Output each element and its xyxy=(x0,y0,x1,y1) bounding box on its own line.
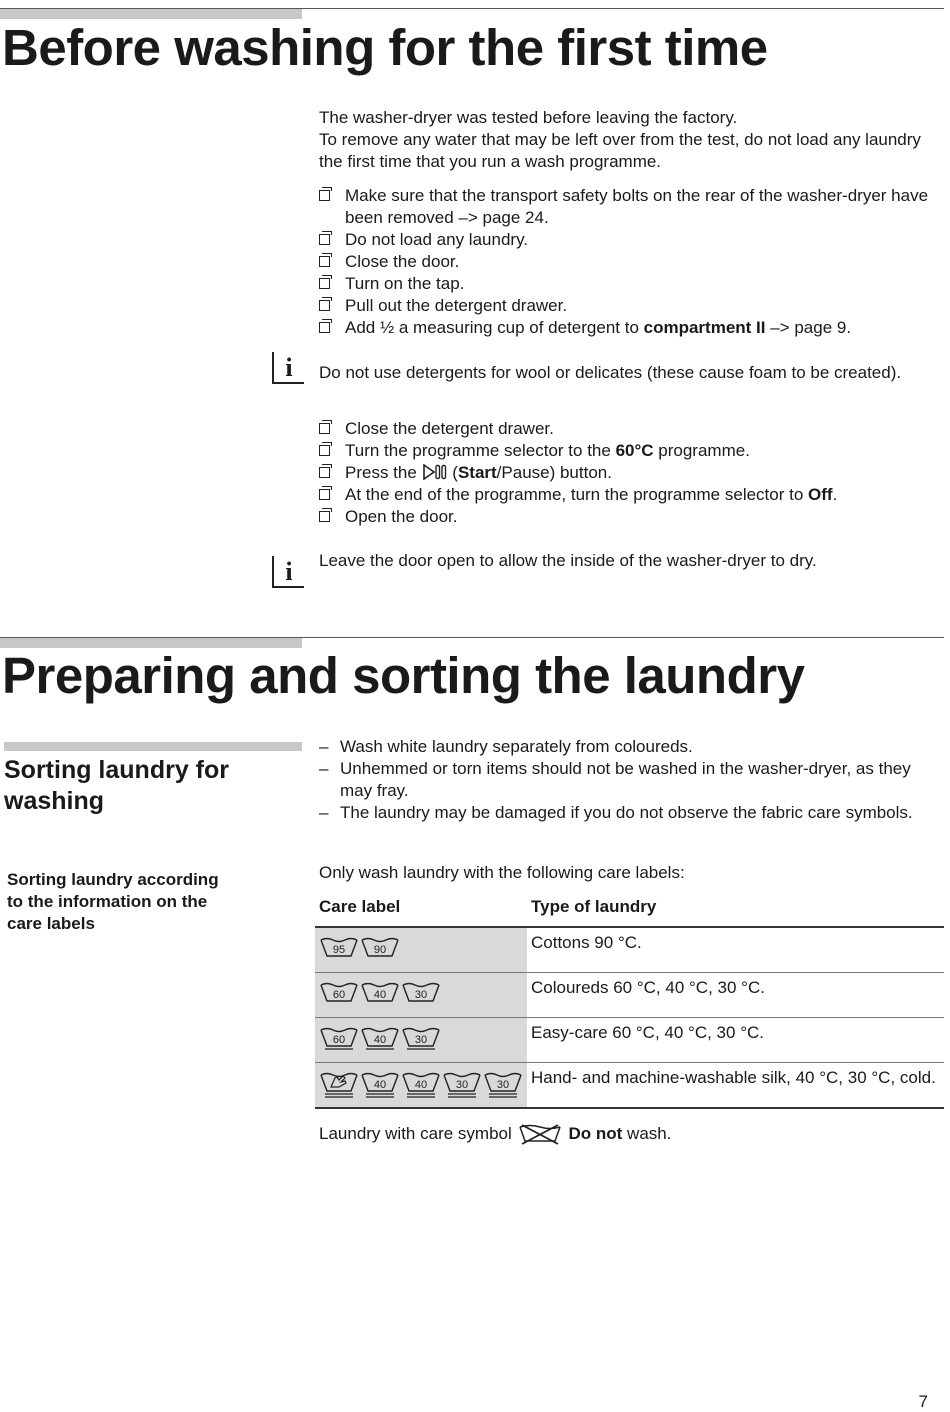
temperature-label: 60 xyxy=(332,1034,346,1046)
list-item: – Wash white laundry separately from coloureds. xyxy=(319,736,939,758)
table-header-row xyxy=(315,892,944,927)
temperature-label: 30 xyxy=(455,1079,469,1091)
page-title: Before washing for the first time xyxy=(2,19,768,76)
side-gray-bar xyxy=(4,742,302,751)
intro-line-2: To remove any water that may be left over from the test, do not load any laundry the first time that you run a wash programme. xyxy=(319,130,921,171)
laundry-type-cell: Hand- and machine-washable silk, 40 °C, 30 °C, cold. xyxy=(527,1063,944,1109)
list-item: At the end of the programme, turn the programme selector to Off. xyxy=(319,484,939,506)
wash-tub-icon xyxy=(442,1069,482,1099)
temperature-label: 30 xyxy=(496,1079,510,1091)
info-icon: i xyxy=(272,352,304,384)
list-item: Close the door. xyxy=(319,251,939,273)
table-row xyxy=(315,1018,944,1063)
temperature-label: 40 xyxy=(373,1079,387,1091)
info-note-1: Do not use detergents for wool or delicates (these cause foam to be created). xyxy=(319,363,902,382)
wash-tub-icon xyxy=(319,979,359,1009)
side-subheading: Sorting laundry according to the information on the care labels xyxy=(7,870,219,933)
temperature-label: 30 xyxy=(414,1034,428,1046)
table-row xyxy=(315,927,944,973)
checkbox-icon xyxy=(319,256,330,267)
care-symbols-cell xyxy=(315,973,527,1018)
list-item: Turn the programme selector to the 60°C programme. xyxy=(319,440,939,462)
wash-tub-icon xyxy=(483,1069,523,1099)
checkbox-icon xyxy=(319,322,330,333)
care-label-table xyxy=(315,892,944,1109)
list-item: – The laundry may be damaged if you do not observe the fabric care symbols. xyxy=(319,802,939,824)
list-item: Add ½ a measuring cup of detergent to compartment II –> page 9. xyxy=(319,317,939,339)
wash-tub-icon xyxy=(401,1024,441,1054)
wash-tub-icon xyxy=(401,979,441,1009)
steps-list-1 xyxy=(319,185,939,339)
checkbox-icon xyxy=(319,190,330,201)
column-header-care-label: Care label xyxy=(315,892,527,927)
checkbox-icon xyxy=(319,423,330,434)
temperature-label: 90 xyxy=(373,944,387,956)
laundry-type-cell: Coloureds 60 °C, 40 °C, 30 °C. xyxy=(527,973,944,1018)
info-icon: i xyxy=(272,556,304,588)
checkbox-icon xyxy=(319,489,330,500)
intro-paragraph xyxy=(319,107,939,173)
section-title: Preparing and sorting the laundry xyxy=(2,647,805,704)
info-note-2: Leave the door open to allow the inside of the washer-dryer to dry. xyxy=(319,551,817,570)
wash-tub-icon xyxy=(360,1024,400,1054)
temperature-label: 40 xyxy=(373,1034,387,1046)
page-number: 7 xyxy=(918,1392,928,1411)
do-not-wash-icon xyxy=(518,1123,562,1145)
checkbox-icon xyxy=(319,278,330,289)
sorting-tips-list xyxy=(319,736,939,824)
hand-wash-tub-icon xyxy=(319,1069,359,1099)
wash-tub-icon xyxy=(360,934,400,964)
list-item: Make sure that the transport safety bolts on the rear of the washer-dryer have been removed –> page 24. xyxy=(319,185,939,229)
list-item: Press the (Start/Pause) button. xyxy=(319,462,939,484)
wash-tub-icon xyxy=(360,979,400,1009)
temperature-label: 60 xyxy=(332,989,346,1001)
list-item: Turn on the tap. xyxy=(319,273,939,295)
side-heading: Sorting laundry for washing xyxy=(4,756,229,815)
care-symbols-cell xyxy=(315,1063,527,1109)
wash-tub-icon xyxy=(360,1069,400,1099)
steps-list-2 xyxy=(319,418,939,528)
list-item: Pull out the detergent drawer. xyxy=(319,295,939,317)
wash-tub-icon xyxy=(401,1069,441,1099)
table-row xyxy=(315,973,944,1018)
temperature-label: 30 xyxy=(414,989,428,1001)
list-item: – Unhemmed or torn items should not be washed in the washer-dryer, as they may fray. xyxy=(319,758,939,802)
wash-tub-icon xyxy=(319,1024,359,1054)
wash-tub-icon xyxy=(319,934,359,964)
temperature-label: 95 xyxy=(332,944,346,956)
care-symbols-cell xyxy=(315,927,527,973)
only-wash-text: Only wash laundry with the following care labels: xyxy=(319,863,685,882)
list-item: Do not load any laundry. xyxy=(319,229,939,251)
intro-line-1: The washer-dryer was tested before leaving the factory. xyxy=(319,108,738,127)
do-not-wash-note: Laundry with care symbol Do not wash. xyxy=(319,1124,672,1143)
column-header-type: Type of laundry xyxy=(527,892,944,927)
list-item: Open the door. xyxy=(319,506,939,528)
checkbox-icon xyxy=(319,467,330,478)
laundry-type-cell: Easy-care 60 °C, 40 °C, 30 °C. xyxy=(527,1018,944,1063)
list-item: Close the detergent drawer. xyxy=(319,418,939,440)
care-symbols-cell xyxy=(315,1018,527,1063)
laundry-type-cell: Cottons 90 °C. xyxy=(527,927,944,973)
table-row xyxy=(315,1063,944,1109)
checkbox-icon xyxy=(319,445,330,456)
checkbox-icon xyxy=(319,511,330,522)
temperature-label: 40 xyxy=(414,1079,428,1091)
checkbox-icon xyxy=(319,234,330,245)
start-pause-icon xyxy=(422,464,448,480)
checkbox-icon xyxy=(319,300,330,311)
temperature-label: 40 xyxy=(373,989,387,1001)
